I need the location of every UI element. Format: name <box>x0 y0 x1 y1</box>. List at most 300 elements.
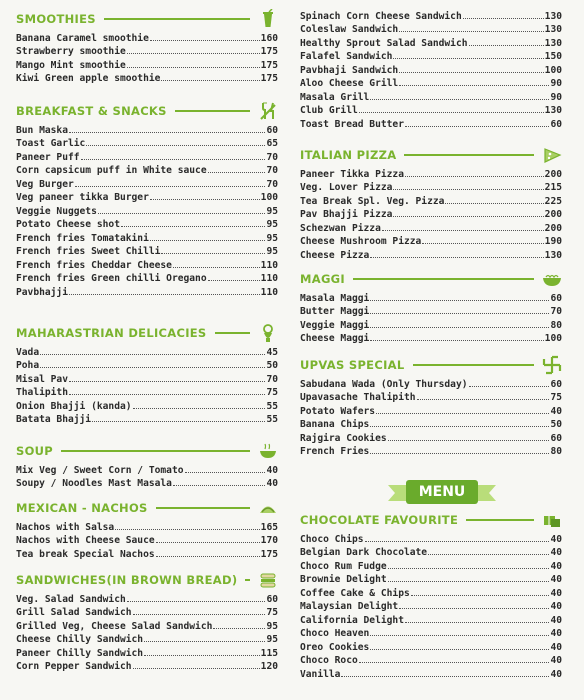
menu-item-price: 60 <box>266 124 278 136</box>
menu-item-name: Oreo Cookies <box>300 641 370 653</box>
menu-item-name: Nachos with Cheese Sauce <box>16 535 155 546</box>
menu-item-name: Pavbhajji <box>16 286 68 298</box>
section-divider <box>215 332 250 334</box>
menu-item-price: 45 <box>266 346 278 358</box>
menu-item-price: 40 <box>550 601 562 612</box>
menu-item-price: 90 <box>550 78 562 89</box>
menu-item-name: Soupy / Noodles Mast Masala <box>16 478 172 489</box>
menu-item-name: Coffee Cake & Chips <box>300 587 410 599</box>
menu-item <box>300 220 562 234</box>
dot-leader <box>469 45 544 46</box>
menu-item <box>16 546 278 560</box>
menu-item <box>300 180 562 194</box>
menu-item <box>300 585 562 599</box>
menu-item-price: 215 <box>544 182 562 193</box>
section-heading <box>300 354 562 376</box>
menu-item-name: Belgian Dark Chocolate <box>300 547 428 558</box>
section-heading <box>16 100 278 122</box>
menu-section <box>16 322 278 425</box>
menu-item <box>16 398 278 412</box>
menu-item-name: Choco Heaven <box>300 628 370 639</box>
menu-item <box>16 284 278 298</box>
dot-leader <box>399 85 549 86</box>
menu-item <box>300 531 562 545</box>
section-title: SOUP <box>16 444 54 458</box>
section-divider <box>413 364 535 366</box>
menu-item-name: Strawberry smoothie <box>16 46 126 57</box>
menu-item-name: Veg. Lover Pizza <box>300 182 393 193</box>
menu-item <box>16 476 278 490</box>
menu-item <box>300 49 562 63</box>
menu-item-price: 130 <box>544 105 562 116</box>
menu-item-name: Vanilla <box>300 668 341 680</box>
menu-item-price: 95 <box>266 246 278 257</box>
section-heading <box>16 440 278 462</box>
menu-section <box>16 8 278 84</box>
menu-item <box>300 558 562 572</box>
menu-item <box>16 371 278 385</box>
menu-section <box>300 509 562 680</box>
menu-item <box>16 462 278 476</box>
section-heading <box>300 268 562 290</box>
menu-item <box>300 290 562 304</box>
menu-section <box>16 569 278 672</box>
menu-item-price: 40 <box>550 533 562 545</box>
menu-item <box>300 22 562 36</box>
dot-leader <box>393 216 543 217</box>
menu-item <box>16 176 278 190</box>
menu-item-name: Choco Roco <box>300 655 358 666</box>
menu-item <box>16 271 278 285</box>
dot-leader <box>133 408 266 409</box>
menu-item-name: Paneer Puff <box>16 151 80 163</box>
dot-leader <box>208 280 260 281</box>
dot-leader <box>370 327 549 328</box>
menu-item-name: Pav Bhajji Pizza <box>300 209 393 220</box>
menu-item <box>300 103 562 117</box>
menu-item <box>16 618 278 632</box>
menu-item-name: Toast Bread Butter <box>300 118 404 130</box>
menu-item <box>16 203 278 217</box>
menu-item <box>300 193 562 207</box>
menu-item-price: 170 <box>260 535 278 546</box>
menu-item <box>16 533 278 547</box>
dot-leader <box>393 58 543 59</box>
menu-item <box>300 545 562 559</box>
menu-item-name: French fries Tomatakini <box>16 232 149 244</box>
menu-item-price: 75 <box>266 387 278 398</box>
menu-section <box>300 268 562 344</box>
section-heading <box>16 497 278 519</box>
menu-item-name: Onion Bhajji (kanda) <box>16 400 132 412</box>
menu-item-name: Misal Pav <box>16 373 68 385</box>
menu-item-price: 120 <box>260 661 278 672</box>
menu-item <box>16 71 278 85</box>
dot-leader <box>40 354 265 355</box>
dot-leader <box>213 628 265 629</box>
dot-leader <box>405 126 549 127</box>
smoothie-cup-icon <box>258 9 278 29</box>
menu-item-name: Corn Pepper Sandwich <box>16 661 132 672</box>
menu-item-name: Veg. Salad Sandwich <box>16 593 126 605</box>
dot-leader <box>411 595 550 596</box>
section-divider <box>175 110 250 112</box>
menu-item-price: 130 <box>544 10 562 22</box>
menu-item <box>16 244 278 258</box>
dot-leader <box>370 426 549 427</box>
dot-leader <box>208 172 266 173</box>
menu-item <box>16 190 278 204</box>
menu-item-price: 40 <box>550 405 562 417</box>
dot-leader <box>81 159 266 160</box>
dot-leader <box>161 253 265 254</box>
menu-item-price: 190 <box>544 236 562 247</box>
dot-leader <box>370 340 543 341</box>
menu-item-price: 200 <box>544 222 562 234</box>
menu-item-name: Thalipith <box>16 387 68 398</box>
menu-item-name: Potato Cheese shot <box>16 219 120 230</box>
dot-leader <box>469 386 550 387</box>
menu-item <box>300 234 562 248</box>
dot-leader <box>382 230 544 231</box>
menu-item-price: 110 <box>260 259 278 271</box>
menu-item <box>16 591 278 605</box>
dot-leader <box>40 367 265 368</box>
menu-item-name: Bun Maska <box>16 124 68 136</box>
soup-bowl-icon <box>258 441 278 461</box>
menu-item <box>16 632 278 646</box>
menu-item-name: Pavbhaji Sandwich <box>300 64 399 76</box>
dot-leader <box>86 145 265 146</box>
dot-leader <box>150 240 266 241</box>
menu-item-name: Vada <box>16 346 40 358</box>
menu-item-price: 70 <box>266 151 278 163</box>
menu-item <box>16 163 278 177</box>
section-divider <box>466 519 534 521</box>
menu-item-name: Masala Grill <box>300 91 370 103</box>
menu-item-name: Cheese Chilly Sandwich <box>16 634 144 645</box>
menu-item-name: Upavasache Thalipith <box>300 392 416 403</box>
dot-leader <box>127 601 266 602</box>
menu-item <box>300 62 562 76</box>
menu-item-price: 70 <box>266 373 278 385</box>
menu-item-price: 75 <box>266 607 278 618</box>
menu-item <box>300 444 562 458</box>
menu-item-price: 60 <box>550 378 562 390</box>
menu-item <box>300 430 562 444</box>
dot-leader <box>393 189 543 190</box>
menu-item-price: 70 <box>550 306 562 317</box>
menu-item-price: 40 <box>550 628 562 639</box>
dot-leader <box>370 257 543 258</box>
menu-section <box>16 440 278 489</box>
dot-leader <box>185 472 266 473</box>
menu-item-name: Veggie Maggi <box>300 319 370 331</box>
menu-item-name: Tea Break Spl. Veg. Pizza <box>300 195 445 207</box>
menu-item-price: 40 <box>550 547 562 558</box>
dot-leader <box>156 556 260 557</box>
dot-leader <box>173 485 265 486</box>
menu-item-name: Sabudana Wada (Only Thursday) <box>300 378 468 390</box>
menu-item-name: Mango Mint smoothie <box>16 59 126 71</box>
dot-leader <box>370 313 549 314</box>
menu-item <box>16 519 278 533</box>
menu-item-price: 175 <box>260 59 278 71</box>
menu-item-price: 100 <box>260 192 278 203</box>
menu-item-price: 40 <box>550 574 562 585</box>
section-title: CHOCOLATE FAVOURITE <box>300 513 459 527</box>
menu-item <box>16 57 278 71</box>
menu-item-price: 95 <box>266 205 278 217</box>
menu-item-price: 130 <box>544 249 562 261</box>
menu-section <box>300 144 562 261</box>
menu-item-price: 55 <box>266 400 278 412</box>
dot-leader <box>150 199 260 200</box>
menu-item-name: Potato Wafers <box>300 405 376 417</box>
menu-item-price: 75 <box>550 392 562 403</box>
menu-item <box>300 417 562 431</box>
menu-item <box>300 35 562 49</box>
menu-item-price: 200 <box>544 168 562 180</box>
section-title: ITALIAN PIZZA <box>300 148 397 162</box>
menu-item <box>16 358 278 372</box>
section-title: SMOOTHIES <box>16 12 96 26</box>
menu-item-name: Healthy Sprout Salad Sandwich <box>300 37 468 49</box>
chef-icon <box>258 323 278 343</box>
menu-item-name: Toast Garlic <box>16 138 86 149</box>
menu-item-name: Banana Caramel smoothie <box>16 32 149 44</box>
menu-item <box>300 304 562 318</box>
menu-item-name: French Fries <box>300 446 370 457</box>
menu-item-price: 60 <box>550 118 562 130</box>
menu-item <box>16 605 278 619</box>
menu-item-price: 40 <box>266 478 278 489</box>
menu-item-price: 40 <box>550 614 562 626</box>
section-heading <box>16 569 278 591</box>
section-title: MAHARASTRIAN DELICACIES <box>16 326 207 340</box>
menu-item-price: 40 <box>550 655 562 666</box>
dot-leader <box>370 453 549 454</box>
dot-leader <box>69 294 260 295</box>
menu-item-price: 175 <box>260 73 278 84</box>
menu-item <box>16 385 278 399</box>
chocolate-icon <box>542 510 562 530</box>
dot-leader <box>133 668 260 669</box>
dot-leader <box>127 67 260 68</box>
dot-leader <box>133 614 266 615</box>
menu-item-price: 95 <box>266 232 278 244</box>
menu-item <box>300 639 562 653</box>
menu-item <box>300 76 562 90</box>
menu-item <box>300 572 562 586</box>
menu-item <box>300 89 562 103</box>
taco-icon <box>258 498 278 518</box>
menu-item <box>300 8 562 22</box>
menu-item-price: 165 <box>260 521 278 533</box>
menu-item-price: 70 <box>266 165 278 176</box>
section-divider <box>156 507 250 509</box>
menu-item-name: Masala Maggi <box>300 292 370 304</box>
dot-leader <box>370 300 549 301</box>
menu-item-name: French fries Cheddar Cheese <box>16 259 172 271</box>
menu-item-price: 95 <box>266 219 278 230</box>
menu-item-name: Falafel Sandwich <box>300 51 393 62</box>
menu-item-price: 100 <box>544 333 562 344</box>
menu-item-price: 110 <box>260 286 278 298</box>
pizza-slice-icon <box>542 145 562 165</box>
menu-item <box>300 599 562 613</box>
dot-leader <box>144 655 260 656</box>
menu-item-name: Schezwan Pizza <box>300 222 381 234</box>
section-heading <box>300 509 562 531</box>
menu-item-price: 40 <box>550 560 562 572</box>
dot-leader <box>370 635 549 636</box>
menu-item-name: Nachos with Salsa <box>16 521 115 533</box>
dot-leader <box>365 541 550 542</box>
menu-item <box>16 44 278 58</box>
menu-item-name: Malaysian Delight <box>300 601 399 612</box>
dot-leader <box>376 413 549 414</box>
dot-leader <box>399 608 549 609</box>
menu-item-price: 115 <box>260 647 278 659</box>
menu-section <box>16 497 278 560</box>
dot-leader <box>463 18 544 19</box>
dot-leader <box>370 649 549 650</box>
menu-item-name: Choco Rum Fudge <box>300 560 387 572</box>
menu-item-name: Butter Maggi <box>300 306 370 317</box>
menu-item-name: Aloo Cheese Grill <box>300 78 399 89</box>
menu-item-name: Rajgira Cookies <box>300 432 387 444</box>
dot-leader <box>150 40 260 41</box>
menu-item-price: 110 <box>260 273 278 284</box>
fork-knife-icon <box>258 101 278 121</box>
dot-leader <box>341 676 549 677</box>
dot-leader <box>359 112 544 113</box>
section-heading <box>16 322 278 344</box>
section-title: MAGGI <box>300 272 346 286</box>
menu-item <box>16 149 278 163</box>
menu-item-price: 130 <box>544 37 562 49</box>
menu-item <box>300 207 562 221</box>
menu-item <box>16 344 278 358</box>
dot-leader <box>75 186 266 187</box>
menu-item <box>300 666 562 680</box>
swastika-icon <box>542 355 562 375</box>
menu-item-price: 95 <box>266 634 278 645</box>
menu-item-name: Club Grill <box>300 105 358 116</box>
dot-leader <box>428 554 549 555</box>
menu-item-name: Poha <box>16 360 40 371</box>
menu-item-price: 40 <box>550 641 562 653</box>
menu-item-name: Paneer Chilly Sandwich <box>16 647 144 659</box>
menu-section <box>16 100 278 298</box>
menu-item-price: 175 <box>260 548 278 560</box>
menu-item-name: Tea break Special Nachos <box>16 548 155 560</box>
menu-item-name: Veg paneer tikka Burger <box>16 192 149 203</box>
menu-item <box>16 645 278 659</box>
menu-item-name: Veggie Nuggets <box>16 205 97 217</box>
dot-leader <box>388 568 550 569</box>
menu-item <box>16 30 278 44</box>
menu-item-price: 160 <box>260 32 278 44</box>
menu-item <box>300 403 562 417</box>
menu-item-price: 40 <box>266 464 278 476</box>
menu-item <box>300 331 562 345</box>
dot-leader <box>359 662 550 663</box>
menu-item-price: 90 <box>550 91 562 103</box>
menu-item-price: 60 <box>550 292 562 304</box>
dot-leader <box>156 542 260 543</box>
sandwich-icon <box>258 570 278 590</box>
menu-item <box>300 653 562 667</box>
menu-item <box>16 659 278 673</box>
menu-item-price: 200 <box>544 209 562 220</box>
menu-item-price: 50 <box>266 360 278 371</box>
dot-leader <box>399 31 543 32</box>
menu-item-name: Coleslaw Sandwich <box>300 24 399 35</box>
menu-item-name: Brownie Delight <box>300 574 387 585</box>
menu-item-price: 40 <box>550 587 562 599</box>
section-title: MEXICAN - NACHOS <box>16 501 148 515</box>
menu-banner-label: MENU <box>406 480 478 504</box>
section-divider <box>245 579 250 581</box>
menu-item-name: Mix Veg / Sweet Corn / Tomato <box>16 464 184 476</box>
dot-leader <box>144 641 265 642</box>
menu-item-name: Spinach Corn Cheese Sandwich <box>300 10 462 22</box>
menu-item-name: French fries Green chilli Oregano <box>16 273 207 284</box>
menu-item <box>300 116 562 130</box>
menu-item-price: 65 <box>266 138 278 149</box>
dot-leader <box>121 226 265 227</box>
menu-item-price: 40 <box>550 668 562 680</box>
dot-leader <box>422 243 543 244</box>
dot-leader <box>399 72 543 73</box>
menu-item-name: California Delight <box>300 614 404 626</box>
dot-leader <box>388 581 550 582</box>
menu-item-name: Batata Bhajji <box>16 414 92 425</box>
noodle-bowl-icon <box>542 269 562 289</box>
menu-item-name: French fries Sweet Chilli <box>16 246 161 257</box>
menu-section <box>300 8 562 130</box>
menu-item-name: Paneer Tikka Pizza <box>300 168 404 180</box>
dot-leader <box>69 381 265 382</box>
menu-item-name: Cheese Mushroom Pizza <box>300 236 422 247</box>
dot-leader <box>370 99 549 100</box>
menu-item-name: Cheese Maggi <box>300 333 370 344</box>
menu-item-name: Veg Burger <box>16 178 74 190</box>
menu-item-name: Grilled Veg, Cheese Salad Sandwich <box>16 620 213 632</box>
menu-section <box>300 354 562 457</box>
menu-item-price: 175 <box>260 46 278 57</box>
section-divider <box>61 450 250 452</box>
menu-item <box>16 257 278 271</box>
dot-leader <box>417 399 550 400</box>
menu-item <box>300 390 562 404</box>
menu-item-name: Choco Chips <box>300 533 364 545</box>
menu-item <box>16 136 278 150</box>
menu-item-name: Corn capsicum puff in White sauce <box>16 165 207 176</box>
menu-item <box>300 376 562 390</box>
menu-item <box>300 247 562 261</box>
menu-item-price: 60 <box>266 593 278 605</box>
dot-leader <box>405 176 544 177</box>
menu-item-name: Banana Chips <box>300 419 370 430</box>
section-title: SANDWICHES(IN BROWN BREAD) <box>16 573 238 587</box>
dot-leader <box>92 421 265 422</box>
menu-banner <box>388 478 496 508</box>
menu-item-price: 60 <box>550 432 562 444</box>
menu-item <box>16 122 278 136</box>
